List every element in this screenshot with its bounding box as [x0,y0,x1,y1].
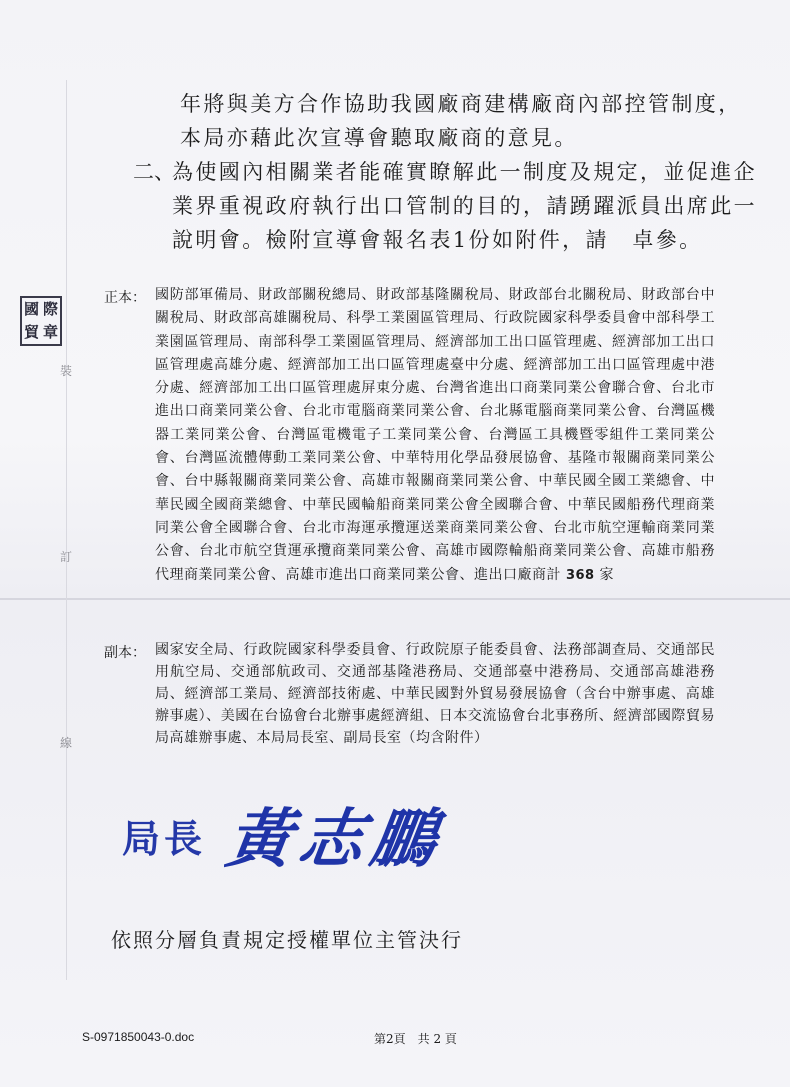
document-id: S-0971850043-0.doc [82,1030,195,1044]
signer-title: 局長 [122,816,207,861]
gutter-mark-bind: 裝 [60,364,73,378]
official-seal-stamp [20,296,62,346]
authority-note: 依照分層負責規定授權單位主管決行 [111,928,463,952]
item-number: 二、 [133,160,175,184]
seal-char: 國 [23,300,39,318]
seal-char: 章 [42,323,58,341]
recipient-count: 368 [565,567,595,583]
body-paragraph-line: 說明會。檢附宣導會報名表1份如附件，請 卓參。 [172,228,703,252]
recipients-label: 正本： [104,290,146,306]
recipients-list [155,284,715,587]
body-paragraph-line: 為使國內相關業者能確實瞭解此一制度及規定，並促進企 [172,160,757,184]
body-paragraph-line: 年將與美方合作協助我國廠商建構廠商內部控管制度， [180,92,742,116]
page-number: 第2頁 共 2 頁 [374,1032,457,1046]
copies-list [155,639,715,749]
gutter-mark-staple: 訂 [60,550,73,564]
body-paragraph-line: 業界重視政府執行出口管制的目的，請踴躍派員出席此一 [172,194,757,218]
copies-label: 副本： [104,645,146,661]
gutter-mark-line: 線 [60,736,73,750]
director-signature: 黃志鵬 [221,802,449,877]
body-paragraph-line: 本局亦藉此次宣導會聽取廠商的意見。 [180,126,578,150]
binding-margin-line [66,80,67,980]
paper-fold-line [0,598,790,600]
copies-text: 國家安全局、行政院國家科學委員會、行政院原子能委員會、法務部調查局、交通部民用航空局、交通部航政司、交通部基隆港務局、交通部臺中港務局、交通部高雄港務局、經濟部工業局、經濟部技術處、中華民國對外貿易發展協會（含台中辦事處、高雄辦事處）、美國在台協會台北辦事處經濟組、日本交流協會台北事務所、經濟部國際貿易局高雄辦事處、本局局長室、副局長室（均含附件） [155,642,715,746]
recipients-text: 國防部軍備局、財政部關稅總局、財政部基隆關稅局、財政部台北關稅局、財政部台中關稅局、財政部高雄關稅局、科學工業園區管理局、行政院國家科學委員會中部科學工業園區管理局、南部科學工業園區管理局、經濟部加工出口區管理處、經濟部加工出口區管理處高雄分處、經濟部加工出口區管理處臺中分處、經濟部加工出口區管理處中港分處、經濟部加工出口區管理處屏東分處、台灣省進出口商業同業公會聯合會、台北市進出口商業同業公會、台北市電腦商業同業公會、台北縣電腦商業同業公會、台灣區機器工業同業公會、台灣區電機電子工業同業公會、台灣區工具機暨零組件工業同業公會、台灣區流體傳動工業同業公會、中華特用化學品發展協會、基隆市報關商業同業公會、台中縣報關商業同業公會、高雄市報關商業同業公會、中華民國全國工業總會、中華民國全國商業總會、中華民國輪船商業同業公會全國聯合會、中華民國船務代理商業同業公會全國聯合會、台北市海運承攬運送業商業同業公會、台北市航空運輸商業同業公會、台北市航空貨運承攬商業同業公會、高雄市國際輪船商業同業公會、高雄市船務代理商業同業公會、高雄市進出口商業同業公會、進出口廠商計 [155,287,715,583]
recipients-suffix: 家 [599,566,615,583]
seal-char: 際 [42,300,58,318]
seal-char: 貿 [23,323,39,341]
